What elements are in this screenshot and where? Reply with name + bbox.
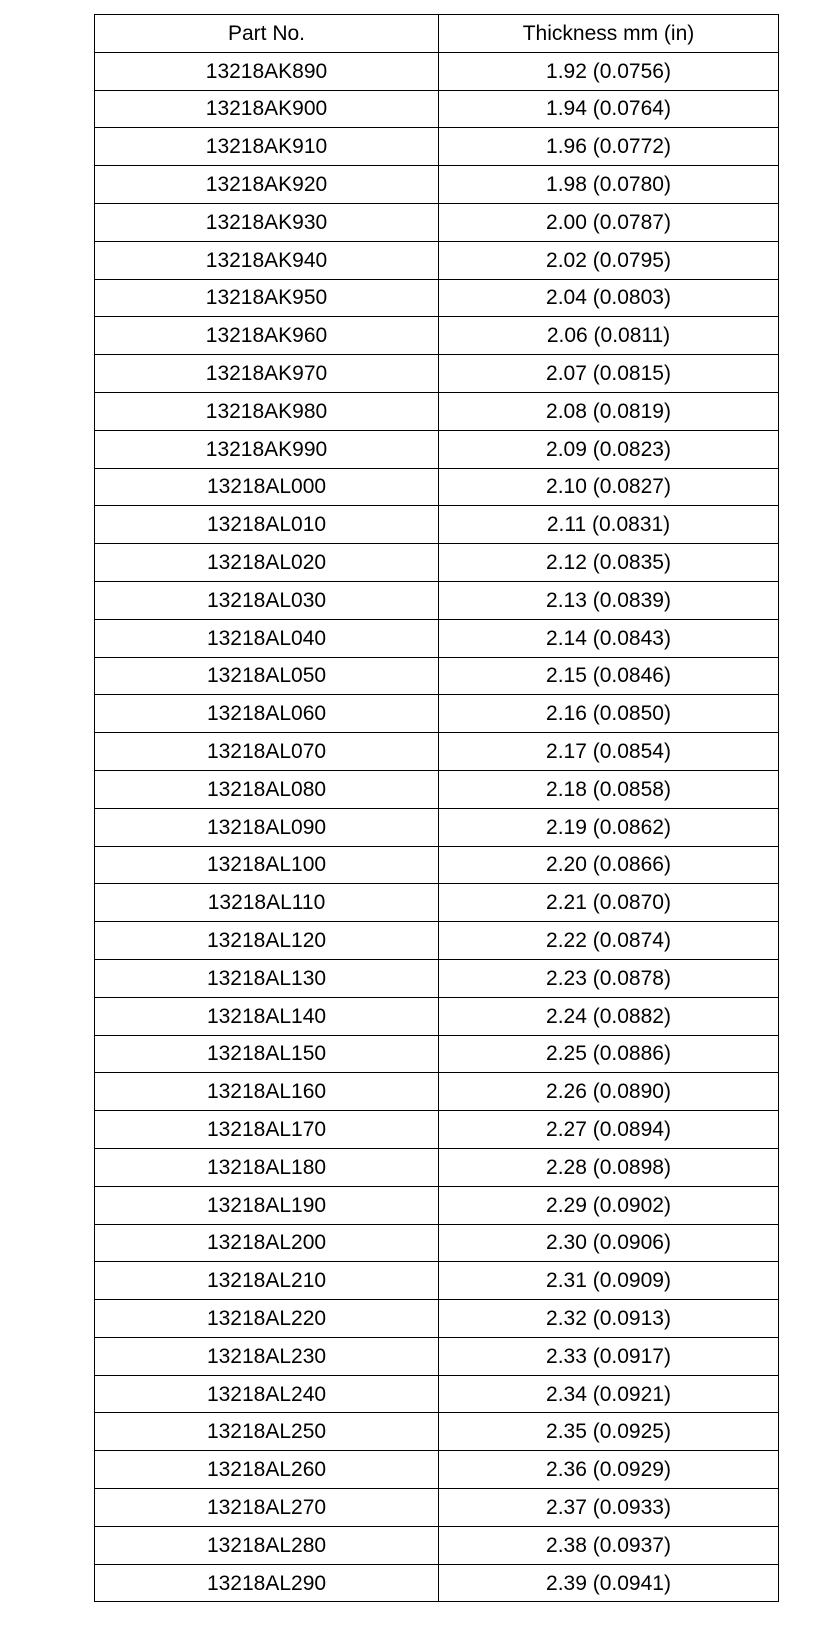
part-number-cell: 13218AL280: [95, 1526, 439, 1564]
table-row: [95, 1035, 779, 1073]
thickness-cell: 2.26 (0.0890): [439, 1073, 779, 1111]
table-row: [95, 1073, 779, 1111]
part-number-cell: 13218AK990: [95, 430, 439, 468]
thickness-cell: 2.04 (0.0803): [439, 279, 779, 317]
thickness-cell: 2.17 (0.0854): [439, 733, 779, 771]
part-number-cell: 13218AK960: [95, 317, 439, 355]
part-number-cell: 13218AL090: [95, 808, 439, 846]
part-number-cell: 13218AL050: [95, 657, 439, 695]
part-number-cell: 13218AL170: [95, 1111, 439, 1149]
part-number-cell: 13218AL250: [95, 1413, 439, 1451]
table-row: [95, 770, 779, 808]
table-row: [95, 1564, 779, 1602]
table-row: [95, 1262, 779, 1300]
thickness-cell: 2.28 (0.0898): [439, 1148, 779, 1186]
part-number-cell: 13218AL260: [95, 1451, 439, 1489]
thickness-cell: 2.31 (0.0909): [439, 1262, 779, 1300]
table-body: [95, 52, 779, 1602]
table-row: [95, 128, 779, 166]
part-number-cell: 13218AK910: [95, 128, 439, 166]
part-number-cell: 13218AK920: [95, 166, 439, 204]
table-header-row: [95, 15, 779, 53]
table-row: [95, 430, 779, 468]
thickness-cell: 1.94 (0.0764): [439, 90, 779, 128]
table-row: [95, 1111, 779, 1149]
table-row: [95, 581, 779, 619]
thickness-cell: 2.08 (0.0819): [439, 392, 779, 430]
thickness-cell: 2.36 (0.0929): [439, 1451, 779, 1489]
part-number-cell: 13218AL190: [95, 1186, 439, 1224]
table-row: [95, 808, 779, 846]
table-row: [95, 1526, 779, 1564]
part-number-cell: 13218AK940: [95, 241, 439, 279]
table-row: [95, 846, 779, 884]
thickness-cell: 2.09 (0.0823): [439, 430, 779, 468]
part-number-cell: 13218AL010: [95, 506, 439, 544]
part-number-cell: 13218AL120: [95, 922, 439, 960]
table-row: [95, 695, 779, 733]
thickness-cell: 2.24 (0.0882): [439, 997, 779, 1035]
part-number-cell: 13218AL030: [95, 581, 439, 619]
part-number-cell: 13218AK900: [95, 90, 439, 128]
part-number-cell: 13218AL070: [95, 733, 439, 771]
thickness-cell: 2.15 (0.0846): [439, 657, 779, 695]
thickness-cell: 2.25 (0.0886): [439, 1035, 779, 1073]
thickness-cell: 2.37 (0.0933): [439, 1489, 779, 1527]
part-number-cell: 13218AL020: [95, 544, 439, 582]
part-number-cell: 13218AL230: [95, 1337, 439, 1375]
table-row: [95, 52, 779, 90]
table-row: [95, 355, 779, 393]
table-row: [95, 1337, 779, 1375]
table-row: [95, 619, 779, 657]
thickness-cell: 2.38 (0.0937): [439, 1526, 779, 1564]
thickness-cell: 2.33 (0.0917): [439, 1337, 779, 1375]
shim-thickness-table: [94, 14, 779, 1602]
thickness-cell: 2.10 (0.0827): [439, 468, 779, 506]
table-row: [95, 1413, 779, 1451]
thickness-cell: 2.02 (0.0795): [439, 241, 779, 279]
thickness-cell: 2.20 (0.0866): [439, 846, 779, 884]
table-row: [95, 1186, 779, 1224]
table-row: [95, 922, 779, 960]
table-row: [95, 1489, 779, 1527]
table-row: [95, 1300, 779, 1338]
thickness-cell: 2.13 (0.0839): [439, 581, 779, 619]
part-number-cell: 13218AK970: [95, 355, 439, 393]
table-row: [95, 241, 779, 279]
thickness-cell: 2.06 (0.0811): [439, 317, 779, 355]
thickness-cell: 2.27 (0.0894): [439, 1111, 779, 1149]
table-row: [95, 506, 779, 544]
part-number-cell: 13218AL060: [95, 695, 439, 733]
table-row: [95, 1375, 779, 1413]
part-number-cell: 13218AL270: [95, 1489, 439, 1527]
table-row: [95, 733, 779, 771]
thickness-cell: 2.00 (0.0787): [439, 203, 779, 241]
part-number-cell: 13218AL200: [95, 1224, 439, 1262]
thickness-cell: 1.96 (0.0772): [439, 128, 779, 166]
table-row: [95, 203, 779, 241]
table-row: [95, 279, 779, 317]
part-number-cell: 13218AL040: [95, 619, 439, 657]
thickness-cell: 2.19 (0.0862): [439, 808, 779, 846]
thickness-cell: 2.22 (0.0874): [439, 922, 779, 960]
table-row: [95, 997, 779, 1035]
part-number-cell: 13218AL110: [95, 884, 439, 922]
thickness-cell: 2.21 (0.0870): [439, 884, 779, 922]
part-number-cell: 13218AL000: [95, 468, 439, 506]
table-row: [95, 166, 779, 204]
thickness-cell: 2.16 (0.0850): [439, 695, 779, 733]
thickness-cell: 2.07 (0.0815): [439, 355, 779, 393]
thickness-cell: 2.32 (0.0913): [439, 1300, 779, 1338]
part-number-cell: 13218AK930: [95, 203, 439, 241]
part-number-cell: 13218AL240: [95, 1375, 439, 1413]
part-number-cell: 13218AL210: [95, 1262, 439, 1300]
table-row: [95, 959, 779, 997]
thickness-cell: 2.29 (0.0902): [439, 1186, 779, 1224]
thickness-cell: 1.98 (0.0780): [439, 166, 779, 204]
table-row: [95, 544, 779, 582]
table-row: [95, 468, 779, 506]
thickness-cell: 2.23 (0.0878): [439, 959, 779, 997]
thickness-cell: 2.18 (0.0858): [439, 770, 779, 808]
table-row: [95, 657, 779, 695]
part-number-cell: 13218AK980: [95, 392, 439, 430]
part-number-cell: 13218AL140: [95, 997, 439, 1035]
thickness-cell: 2.39 (0.0941): [439, 1564, 779, 1602]
table-row: [95, 1451, 779, 1489]
thickness-cell: 2.11 (0.0831): [439, 506, 779, 544]
thickness-cell: 2.35 (0.0925): [439, 1413, 779, 1451]
thickness-header: Thickness mm (in): [439, 15, 779, 53]
table-row: [95, 90, 779, 128]
thickness-cell: 2.34 (0.0921): [439, 1375, 779, 1413]
part-number-header: Part No.: [95, 15, 439, 53]
part-number-cell: 13218AK890: [95, 52, 439, 90]
part-number-cell: 13218AK950: [95, 279, 439, 317]
part-number-cell: 13218AL290: [95, 1564, 439, 1602]
table-row: [95, 884, 779, 922]
part-number-cell: 13218AL130: [95, 959, 439, 997]
thickness-cell: 1.92 (0.0756): [439, 52, 779, 90]
part-number-cell: 13218AL180: [95, 1148, 439, 1186]
table-row: [95, 1148, 779, 1186]
table-row: [95, 392, 779, 430]
thickness-cell: 2.12 (0.0835): [439, 544, 779, 582]
part-number-cell: 13218AL220: [95, 1300, 439, 1338]
part-number-cell: 13218AL160: [95, 1073, 439, 1111]
table-row: [95, 317, 779, 355]
part-number-cell: 13218AL150: [95, 1035, 439, 1073]
thickness-cell: 2.30 (0.0906): [439, 1224, 779, 1262]
part-number-cell: 13218AL100: [95, 846, 439, 884]
part-number-cell: 13218AL080: [95, 770, 439, 808]
thickness-cell: 2.14 (0.0843): [439, 619, 779, 657]
table-row: [95, 1224, 779, 1262]
